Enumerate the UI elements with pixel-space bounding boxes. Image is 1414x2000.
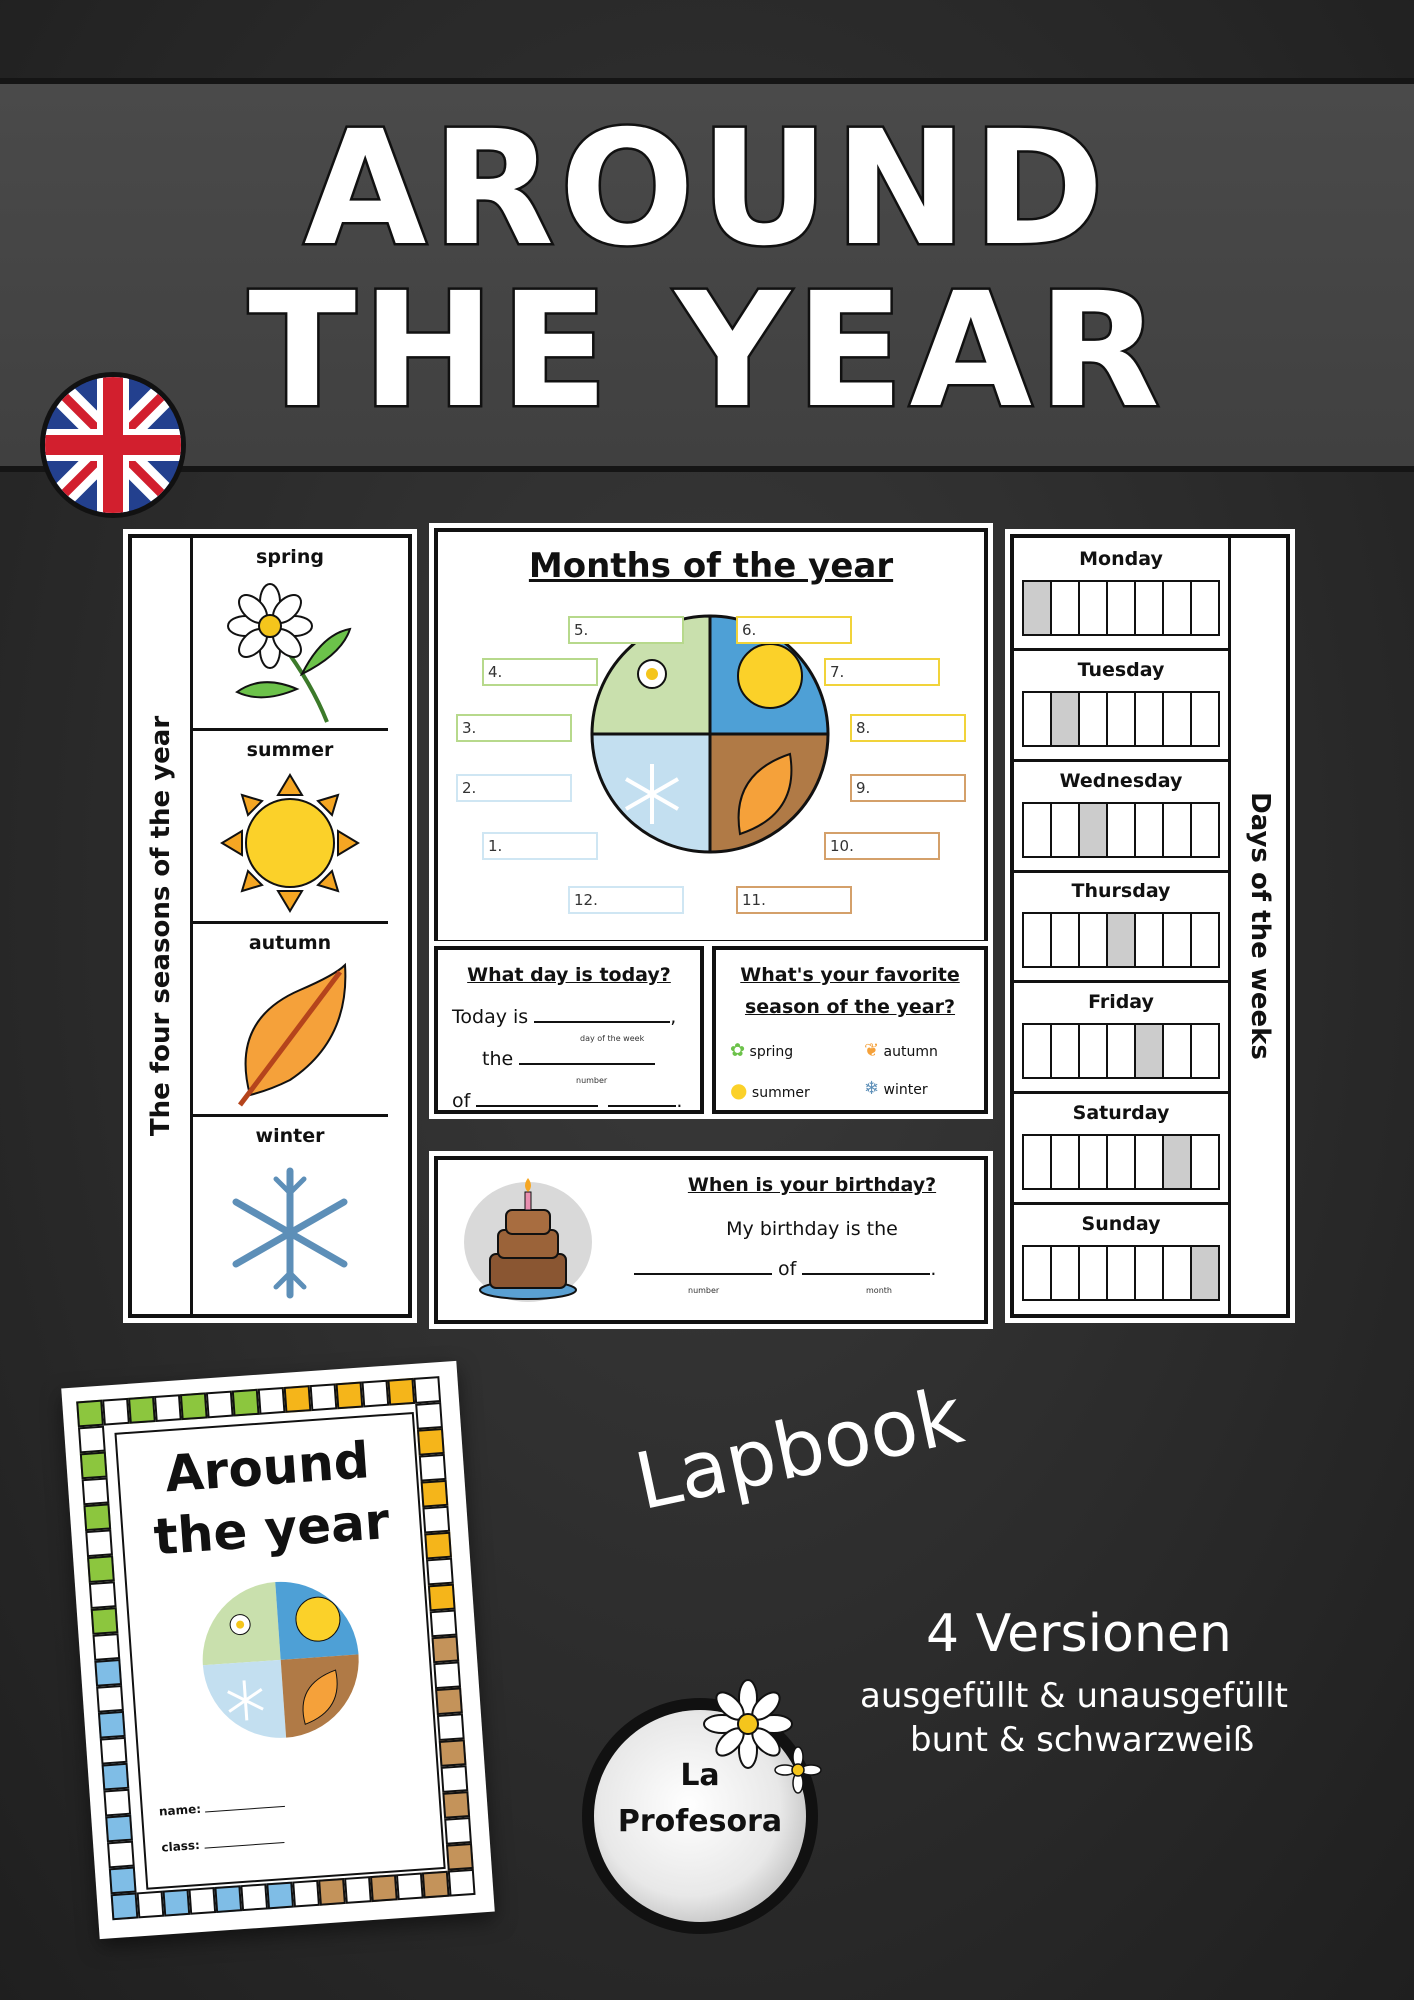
period: .	[930, 1258, 937, 1280]
caption-number: number	[576, 1076, 608, 1085]
border-square	[85, 1529, 113, 1557]
la-profesora-logo	[582, 1698, 818, 1934]
day-cells[interactable]	[1022, 691, 1220, 747]
day-cell[interactable]	[1080, 1025, 1108, 1077]
border-square	[361, 1380, 389, 1408]
seasons-panel	[128, 534, 412, 1318]
seasons-title-strip	[132, 538, 193, 1314]
day-cell[interactable]	[1136, 1025, 1164, 1077]
border-square	[92, 1633, 120, 1661]
border-square	[421, 1480, 449, 1508]
border-square	[266, 1882, 294, 1910]
logo-line-2: Profesora	[617, 1804, 783, 1839]
border-square	[232, 1389, 260, 1417]
day-today-panel	[434, 946, 704, 1114]
season-wheel	[590, 614, 830, 854]
year-blank[interactable]	[608, 1105, 676, 1107]
daisy-icon	[222, 574, 362, 724]
day-cell[interactable]	[1192, 582, 1218, 634]
month-field-1[interactable]: 1.	[482, 832, 598, 860]
day-cell[interactable]	[1164, 1136, 1192, 1188]
border-square	[78, 1426, 106, 1454]
cover-class-row	[161, 1832, 284, 1855]
month-field-4[interactable]: 4.	[482, 658, 598, 686]
favorite-title-1: What's your favorite	[740, 964, 960, 986]
border-square	[102, 1763, 130, 1791]
day-cell[interactable]	[1052, 1136, 1080, 1188]
border-square	[446, 1843, 474, 1871]
day-of-week-blank[interactable]	[534, 1021, 670, 1023]
border-square	[105, 1815, 133, 1843]
border-square	[98, 1711, 126, 1739]
month-field-5[interactable]: 5.	[568, 616, 684, 644]
day-cell[interactable]	[1164, 693, 1192, 745]
days-panel	[1010, 534, 1290, 1318]
day-cell[interactable]	[1024, 582, 1052, 634]
option-label: autumn	[883, 1044, 938, 1060]
cover-name-row	[159, 1796, 286, 1819]
border-square	[431, 1635, 459, 1663]
option-label: spring	[749, 1044, 794, 1060]
birthday-line-2	[634, 1258, 936, 1280]
days-title-strip	[1228, 538, 1289, 1314]
name-label: name:	[158, 1801, 202, 1819]
border-square	[387, 1378, 415, 1406]
daisy-icon: ✿	[730, 1040, 746, 1061]
uk-flag-icon	[40, 372, 186, 518]
day-row	[1014, 981, 1228, 1094]
month-field-10[interactable]: 10.	[824, 832, 940, 860]
day-cell[interactable]	[1052, 582, 1080, 634]
border-square	[111, 1892, 139, 1920]
border-square	[258, 1387, 286, 1415]
day-cell[interactable]	[1052, 1247, 1080, 1299]
border-square	[415, 1402, 443, 1430]
option-label: summer	[751, 1085, 810, 1101]
border-square	[154, 1394, 182, 1422]
of-label: of	[778, 1258, 797, 1280]
number-blank[interactable]	[519, 1063, 655, 1065]
day-cell[interactable]	[1192, 1247, 1218, 1299]
day-cell[interactable]	[1192, 1025, 1218, 1077]
day-row	[1014, 1203, 1228, 1313]
border-square	[444, 1817, 472, 1845]
border-square	[422, 1506, 450, 1534]
day-cells[interactable]	[1022, 1134, 1220, 1190]
day-today-title: What day is today?	[467, 964, 671, 986]
favorite-season-panel	[712, 946, 988, 1114]
birthday-title: When is your birthday?	[687, 1174, 937, 1196]
day-cell[interactable]	[1136, 914, 1164, 966]
day-cell[interactable]	[1108, 804, 1136, 856]
day-cell[interactable]	[1024, 1025, 1052, 1077]
day-cell[interactable]	[1108, 1247, 1136, 1299]
border-square	[424, 1532, 452, 1560]
day-cell[interactable]	[1052, 1025, 1080, 1077]
option-spring[interactable]	[730, 1040, 793, 1061]
day-name: Tuesday	[1077, 658, 1165, 681]
border-square	[428, 1584, 456, 1612]
logo-line-1: La	[680, 1758, 720, 1793]
favorite-title-2: season of the year?	[744, 996, 956, 1018]
month-field-9[interactable]: 9.	[850, 774, 966, 802]
day-cells[interactable]	[1022, 912, 1220, 968]
border-square	[370, 1874, 398, 1902]
border-square	[76, 1400, 104, 1428]
season-label: summer	[246, 739, 334, 761]
day-cell[interactable]	[1192, 1136, 1218, 1188]
month-field-8[interactable]: 8.	[850, 714, 966, 742]
day-cell[interactable]	[1080, 1247, 1108, 1299]
border-square	[128, 1396, 156, 1424]
of-label: of	[452, 1090, 471, 1112]
season-label: autumn	[248, 932, 332, 954]
day-cell[interactable]	[1024, 804, 1052, 856]
border-square	[448, 1869, 476, 1897]
day-name: Monday	[1079, 548, 1163, 570]
border-square	[188, 1887, 216, 1915]
month-field-6[interactable]: 6.	[736, 616, 852, 644]
day-name: Wednesday	[1059, 769, 1183, 792]
day-cell[interactable]	[1024, 1136, 1052, 1188]
day-cell[interactable]	[1136, 1136, 1164, 1188]
day-cell[interactable]	[1164, 914, 1192, 966]
border-square	[240, 1883, 268, 1911]
day-cell[interactable]	[1192, 693, 1218, 745]
border-square	[96, 1685, 124, 1713]
day-cell[interactable]	[1080, 914, 1108, 966]
border-square	[214, 1885, 242, 1913]
border-square	[437, 1713, 465, 1741]
border-square	[292, 1880, 320, 1908]
border-square	[102, 1398, 130, 1426]
border-square	[310, 1383, 338, 1411]
leaf-icon: ❦	[864, 1040, 880, 1061]
day-cell[interactable]	[1164, 1025, 1192, 1077]
border-square	[100, 1737, 128, 1765]
border-square	[344, 1876, 372, 1904]
snowflake-icon	[220, 1157, 360, 1307]
day-cell[interactable]	[1024, 693, 1052, 745]
border-square	[439, 1739, 467, 1767]
caption-day-of-week: day of the week	[580, 1034, 645, 1043]
month-field-3[interactable]: 3.	[456, 714, 572, 742]
border-square	[417, 1428, 445, 1456]
day-cell[interactable]	[1136, 804, 1164, 856]
border-square	[396, 1873, 424, 1901]
cover-title-1: Around	[163, 1431, 372, 1504]
border-square	[89, 1581, 117, 1609]
border-square	[109, 1867, 137, 1895]
class-blank[interactable]	[204, 1842, 284, 1849]
daisy-icon	[694, 1674, 824, 1794]
border-square	[419, 1454, 447, 1482]
day-cells[interactable]	[1022, 580, 1220, 636]
cover-title-2: the year	[151, 1492, 392, 1567]
day-cell[interactable]	[1164, 804, 1192, 856]
birthday-number-blank[interactable]	[634, 1273, 772, 1275]
day-cell[interactable]	[1136, 1247, 1164, 1299]
seasons-vertical-title: The four seasons of the year	[146, 715, 176, 1137]
border-square	[180, 1392, 208, 1420]
cover-inner	[114, 1412, 445, 1890]
day-cell[interactable]	[1024, 1247, 1052, 1299]
day-cells[interactable]	[1022, 802, 1220, 858]
day-cell[interactable]	[1136, 693, 1164, 745]
months-panel	[434, 528, 988, 944]
border-square	[206, 1391, 234, 1419]
day-cell[interactable]	[1052, 804, 1080, 856]
day-row	[1014, 760, 1228, 873]
class-label: class:	[161, 1837, 201, 1855]
day-cell[interactable]	[1192, 914, 1218, 966]
comma: ,	[670, 1006, 677, 1028]
day-cell[interactable]	[1192, 804, 1218, 856]
border-square	[441, 1765, 469, 1793]
border-square	[87, 1555, 115, 1583]
title-line-1: AROUND	[304, 97, 1110, 281]
cover-preview	[61, 1361, 495, 1939]
border-square	[336, 1382, 364, 1410]
day-cells[interactable]	[1022, 1245, 1220, 1301]
caption-number: number	[688, 1286, 720, 1295]
day-cell[interactable]	[1108, 1136, 1136, 1188]
season-spring	[192, 538, 388, 731]
day-cell[interactable]	[1164, 582, 1192, 634]
of-line	[452, 1090, 682, 1112]
border-square	[284, 1385, 312, 1413]
border-square	[103, 1789, 131, 1817]
day-row	[1014, 538, 1228, 651]
day-row	[1014, 1092, 1228, 1205]
versions-label: 4 Versionen	[926, 1604, 1232, 1664]
border-square	[163, 1889, 191, 1917]
day-cell[interactable]	[1080, 693, 1108, 745]
today-label: Today is	[452, 1006, 529, 1028]
birthday-month-blank[interactable]	[802, 1273, 930, 1275]
season-winter	[192, 1117, 388, 1314]
border-square	[435, 1687, 463, 1715]
month-field-2[interactable]: 2.	[456, 774, 572, 802]
day-cell[interactable]	[1108, 914, 1136, 966]
day-cell[interactable]	[1108, 582, 1136, 634]
border-square	[137, 1891, 165, 1919]
caption-month: month	[866, 1286, 892, 1295]
option-summer[interactable]	[730, 1078, 810, 1102]
border-square	[107, 1841, 135, 1869]
day-name: Thursday	[1071, 880, 1171, 903]
days-vertical-title: Days of the weeks	[1245, 792, 1275, 1060]
day-row	[1014, 649, 1228, 762]
name-blank[interactable]	[205, 1806, 285, 1813]
day-cell[interactable]	[1136, 582, 1164, 634]
month-field-7[interactable]: 7.	[824, 658, 940, 686]
months-title: Months of the year	[528, 546, 894, 586]
day-cells[interactable]	[1022, 1023, 1220, 1079]
day-name: Sunday	[1081, 1212, 1161, 1235]
day-cell[interactable]	[1080, 582, 1108, 634]
day-name: Saturday	[1072, 1102, 1170, 1124]
leaf-icon	[220, 960, 360, 1110]
border-square	[94, 1659, 122, 1687]
day-name: Friday	[1088, 991, 1154, 1014]
day-cell[interactable]	[1164, 1247, 1192, 1299]
the-label: the	[482, 1048, 514, 1070]
title-line-2: THE YEAR	[248, 259, 1166, 443]
border-square	[433, 1661, 461, 1689]
season-label: winter	[255, 1125, 325, 1147]
period: .	[676, 1090, 683, 1112]
day-cell[interactable]	[1080, 1136, 1108, 1188]
snowflake-icon: ❄	[864, 1078, 880, 1099]
versions-line-2: ausgefüllt & unausgefüllt	[860, 1676, 1288, 1716]
the-line	[482, 1048, 655, 1070]
border-square	[413, 1376, 441, 1404]
month-blank[interactable]	[476, 1105, 598, 1107]
day-cell[interactable]	[1108, 693, 1136, 745]
today-line	[452, 1006, 676, 1028]
day-cell[interactable]	[1052, 693, 1080, 745]
season-summer	[192, 731, 388, 924]
border-square	[318, 1878, 346, 1906]
lapbook-label: Lapbook	[628, 1371, 971, 1529]
option-winter[interactable]	[864, 1078, 928, 1099]
day-row	[1014, 870, 1228, 983]
border-square	[422, 1871, 450, 1899]
month-field-12[interactable]: 12.	[568, 886, 684, 914]
day-cell[interactable]	[1024, 914, 1052, 966]
border-square	[80, 1452, 108, 1480]
season-label: spring	[256, 546, 324, 568]
month-field-11[interactable]: 11.	[736, 886, 852, 914]
border-square	[91, 1607, 119, 1635]
cake-icon	[458, 1172, 598, 1308]
sun-icon	[220, 767, 360, 917]
season-autumn	[192, 924, 388, 1117]
day-cell[interactable]	[1052, 914, 1080, 966]
sun-icon: ●	[730, 1078, 748, 1102]
border-square	[82, 1477, 110, 1505]
birthday-line-1: My birthday is the	[726, 1218, 898, 1240]
option-autumn[interactable]	[864, 1040, 938, 1061]
birthday-panel	[434, 1156, 988, 1324]
option-label: winter	[883, 1082, 928, 1098]
day-cell[interactable]	[1108, 1025, 1136, 1077]
day-cell[interactable]	[1080, 804, 1108, 856]
border-square	[83, 1503, 111, 1531]
border-square	[426, 1558, 454, 1586]
border-square	[442, 1791, 470, 1819]
cover-season-wheel	[195, 1574, 366, 1745]
versions-line-3: bunt & schwarzweiß	[910, 1720, 1255, 1760]
border-square	[430, 1610, 458, 1638]
